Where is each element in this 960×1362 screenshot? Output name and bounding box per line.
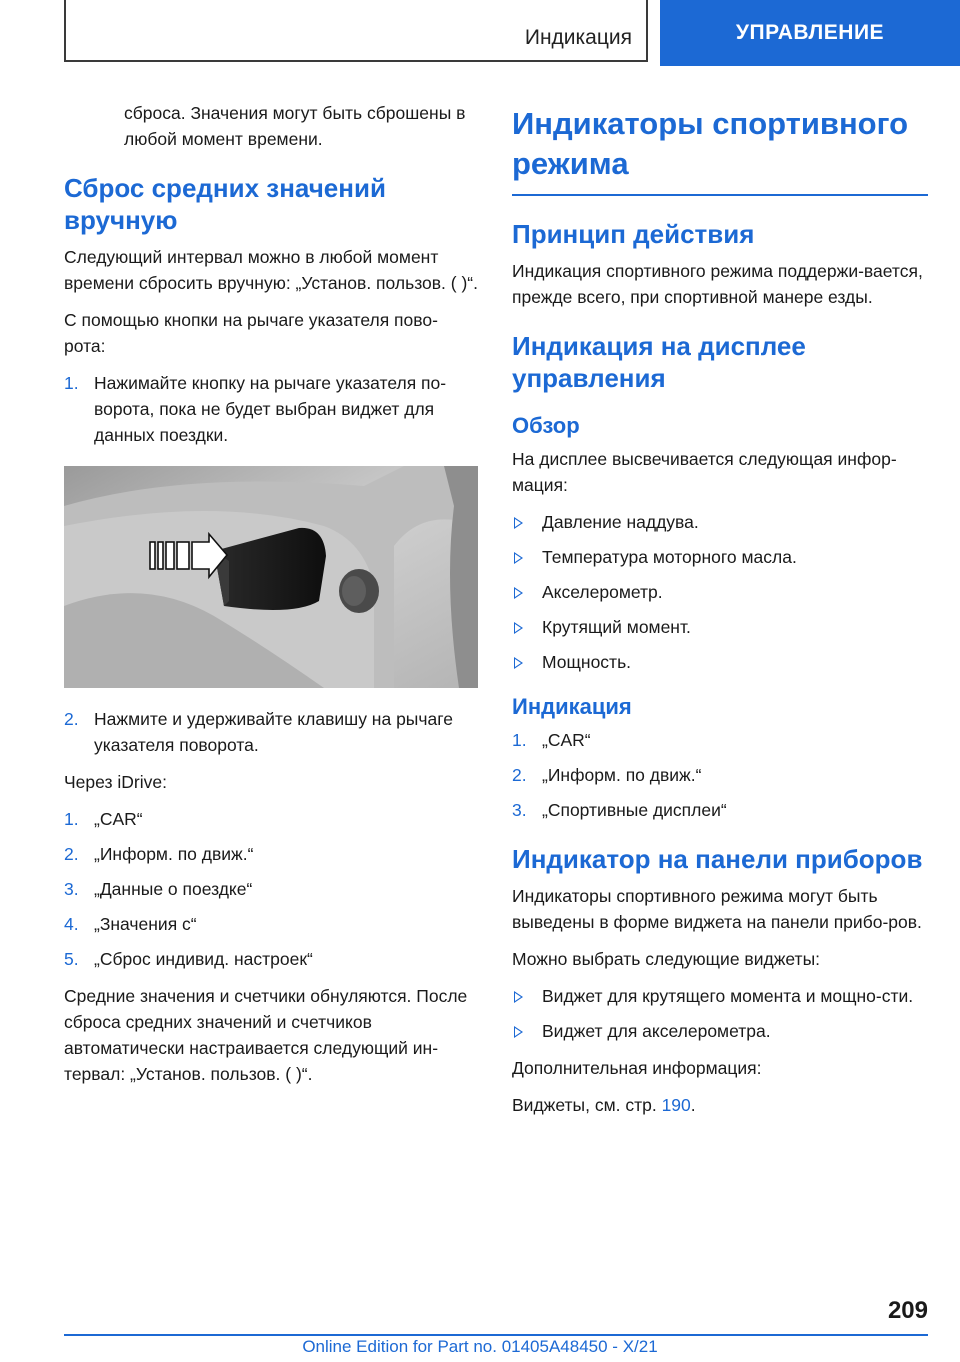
heading-manual-reset: Сброс средних значений вручную bbox=[64, 173, 386, 235]
triangle-bullet-icon bbox=[514, 1026, 523, 1038]
overview-bullet-list bbox=[512, 509, 928, 675]
paragraph-more-info: Дополнительная информация: bbox=[512, 1058, 762, 1078]
steps-list-b bbox=[64, 706, 478, 758]
list-item bbox=[64, 706, 478, 758]
step-number: 1. bbox=[64, 373, 79, 393]
triangle-bullet-icon bbox=[514, 587, 523, 599]
right-column bbox=[512, 104, 928, 1129]
list-item bbox=[512, 614, 928, 640]
step-text: „CAR“ bbox=[542, 730, 591, 750]
turn-signal-lever-photo bbox=[64, 466, 478, 688]
paragraph-overview: На дисплее высвечивается следующая инфор-мация: bbox=[512, 449, 897, 495]
step-text: „Сброс индивид. настроек“ bbox=[94, 949, 313, 969]
step-number: 5. bbox=[64, 949, 79, 969]
list-item bbox=[512, 797, 928, 823]
list-item bbox=[512, 649, 928, 675]
paragraph-button: С помощью кнопки на рычаге указателя пово-рота: bbox=[64, 310, 438, 356]
step-text: „Значения с“ bbox=[94, 914, 197, 934]
paragraph-idrive: Через iDrive: bbox=[64, 772, 167, 792]
step-number: 1. bbox=[512, 730, 527, 750]
paragraph-reference bbox=[512, 1092, 928, 1118]
triangle-bullet-icon bbox=[514, 552, 523, 564]
steps-list-indication bbox=[512, 727, 928, 823]
bullet-text: Акселерометр. bbox=[542, 582, 663, 602]
page-number: 209 bbox=[887, 1297, 928, 1324]
heading-principle: Принцип действия bbox=[512, 219, 755, 249]
step-text: „Спортивные дисплеи“ bbox=[542, 800, 727, 820]
bullet-text: Мощность. bbox=[542, 652, 632, 672]
step-text: „CAR“ bbox=[94, 809, 143, 829]
step-number: 3. bbox=[512, 800, 527, 820]
edition-footer: Online Edition for Part no. 01405A48450 - X/21 bbox=[302, 1337, 658, 1356]
steps-list-idrive bbox=[64, 806, 478, 972]
triangle-bullet-icon bbox=[514, 622, 523, 634]
list-item bbox=[512, 1018, 928, 1044]
paragraph-principle: Индикация спортивного режима поддержи-вается, прежде всего, при спортивной манере езды. bbox=[512, 261, 923, 307]
heading-overview: Обзор bbox=[512, 413, 580, 438]
step-number: 4. bbox=[64, 914, 79, 934]
list-item bbox=[64, 911, 478, 937]
triangle-bullet-icon bbox=[514, 657, 523, 669]
section-header-box bbox=[64, 0, 648, 62]
step-number: 1. bbox=[64, 809, 79, 829]
heading-control-display: Индикация на дисплее управления bbox=[512, 331, 806, 393]
step-text: „Информ. по движ.“ bbox=[94, 844, 254, 864]
heading-sport-displays: Индикаторы спортивного режима bbox=[512, 104, 928, 196]
bullet-text: Виджет для крутящего момента и мощно-сти. bbox=[542, 986, 914, 1006]
list-item bbox=[512, 727, 928, 753]
list-item bbox=[64, 946, 478, 972]
step-text: „Информ. по движ.“ bbox=[542, 765, 702, 785]
list-item bbox=[64, 806, 478, 832]
list-item bbox=[64, 876, 478, 902]
paragraph-widgets: Можно выбрать следующие виджеты: bbox=[512, 949, 821, 969]
page-reference-link[interactable]: 190 bbox=[661, 1095, 691, 1115]
step-number: 2. bbox=[64, 844, 79, 864]
list-item bbox=[512, 509, 928, 535]
bullet-text: Виджет для акселерометра. bbox=[542, 1021, 771, 1041]
intro-paragraph: сброса. Значения могут быть сброшены в любой момент времени. bbox=[124, 103, 466, 149]
triangle-bullet-icon bbox=[514, 991, 523, 1003]
step-text: Нажмите и удерживайте клавишу на рычаге указателя поворота. bbox=[94, 709, 453, 755]
triangle-bullet-icon bbox=[514, 517, 523, 529]
step-number: 2. bbox=[512, 765, 527, 785]
step-number: 2. bbox=[64, 709, 79, 729]
chapter-tab: УПРАВЛЕНИЕ bbox=[660, 0, 960, 66]
list-item bbox=[512, 579, 928, 605]
step-text: „Данные о поездке“ bbox=[94, 879, 253, 899]
heading-indication: Индикация bbox=[512, 694, 632, 719]
paragraph-cluster: Индикаторы спортивного режима могут быть выведены в форме виджета на панели прибо-ров. bbox=[512, 886, 922, 932]
steps-list-a bbox=[64, 370, 478, 448]
step-number: 3. bbox=[64, 879, 79, 899]
bullet-text: Крутящий момент. bbox=[542, 617, 691, 637]
list-item bbox=[64, 370, 478, 448]
list-item bbox=[64, 841, 478, 867]
step-text: Нажимайте кнопку на рычаге указателя по-ворота, пока не будет выбран виджет для данных поездки. bbox=[94, 373, 447, 445]
bullet-text: Давление наддува. bbox=[542, 512, 699, 532]
list-item bbox=[512, 983, 928, 1009]
list-item bbox=[512, 544, 928, 570]
section-title: Индикация bbox=[524, 26, 632, 49]
bullet-text: Температура моторного масла. bbox=[542, 547, 797, 567]
page-header bbox=[0, 0, 960, 66]
paragraph-reset-result: Средние значения и счетчики обнуляются. После сброса средних значений и счетчиков автоматически настраивается следующий ин-тервал: „Установ. пользов. ( )“. bbox=[64, 986, 468, 1084]
widgets-bullet-list bbox=[512, 983, 928, 1044]
paragraph-interval: Следующий интервал можно в любой момент времени сбросить вручную: „Установ. пользов. ( )“. bbox=[64, 247, 478, 293]
reference-prefix: Виджеты, см. стр. bbox=[512, 1095, 662, 1115]
reference-suffix: . bbox=[690, 1095, 696, 1115]
footer-divider bbox=[64, 1334, 928, 1336]
left-column bbox=[64, 100, 478, 1098]
heading-instrument-cluster: Индикатор на панели приборов bbox=[512, 844, 923, 874]
list-item bbox=[512, 762, 928, 788]
